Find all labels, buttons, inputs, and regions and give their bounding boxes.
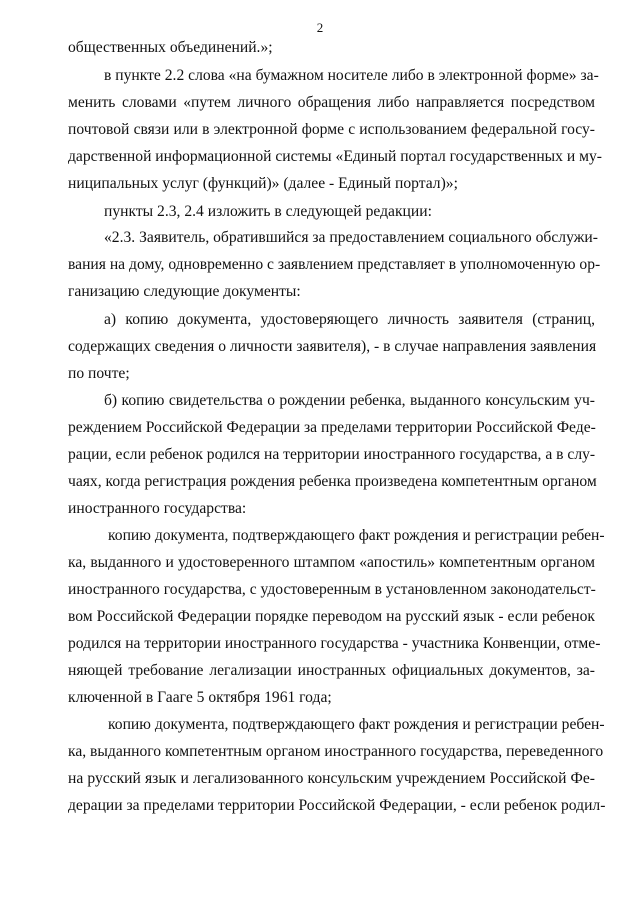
page-number: 2 xyxy=(316,20,324,35)
text-line: а) копию документа, удостоверяющего личность заявителя (страниц, xyxy=(104,311,595,328)
text-line: менить словами «путем личного обращения либо направляется посредством xyxy=(68,94,595,111)
text-line: чаях, когда регистрация рождения ребенка произведена компетентным органом xyxy=(68,473,597,490)
text-line: содержащих сведения о личности заявителя), - в случае направления заявления xyxy=(68,338,597,355)
text-line: ка, выданного и удостоверенного штампом «апостиль» компетентным органом xyxy=(68,554,595,571)
text-line: «2.3. Заявитель, обратившийся за предоставлением социального обслужи- xyxy=(104,229,598,246)
text-line: дарственной информационной системы «Единый портал государственных и му- xyxy=(68,148,602,165)
text-line: дерации за пределами территории Российской Федерации, - если ребенок родил- xyxy=(68,797,606,814)
text-line: иностранного государства, с удостоверенным в установленном законодательст- xyxy=(68,581,596,598)
text-line: почтовой связи или в электронной форме с использованием федеральной госу- xyxy=(68,121,595,138)
text-line: общественных объединений.»; xyxy=(68,39,273,56)
text-line: ганизацию следующие документы: xyxy=(68,283,301,300)
text-line: вом Российской Федерации порядке переводом на русский язык - если ребенок xyxy=(68,608,595,625)
text-line: ключенной в Гааге 5 октября 1961 года; xyxy=(68,689,332,706)
text-line: по почте; xyxy=(68,365,130,382)
text-line: няющей требование легализации иностранных официальных документов, за- xyxy=(68,662,595,679)
text-line: на русский язык и легализованного консульским учреждением Российской Фе- xyxy=(68,770,595,787)
text-line: рации, если ребенок родился на территории иностранного государства, а в слу- xyxy=(68,446,596,463)
text-line: ниципальных услуг (функций)» (далее - Единый портал)»; xyxy=(68,175,458,192)
text-line: в пункте 2.2 слова «на бумажном носителе либо в электронной форме» за- xyxy=(104,67,599,84)
text-line: б) копию свидетельства о рождении ребенка, выданного консульским уч- xyxy=(104,392,595,409)
text-line: копию документа, подтверждающего факт рождения и регистрации ребен- xyxy=(108,527,605,544)
text-line: копию документа, подтверждающего факт рождения и регистрации ребен- xyxy=(108,716,605,733)
text-line: иностранного государства: xyxy=(68,500,247,517)
text-line: реждением Российской Федерации за пределами территории Российской Феде- xyxy=(68,419,596,436)
text-line: пункты 2.3, 2.4 изложить в следующей редакции: xyxy=(104,203,432,220)
text-line: родился на территории иностранного государства - участника Конвенции, отме- xyxy=(68,635,601,652)
text-line: вания на дому, одновременно с заявлением представляет в уполномоченную ор- xyxy=(68,256,601,273)
text-line: ка, выданного компетентным органом иностранного государства, переведенного xyxy=(68,743,604,760)
